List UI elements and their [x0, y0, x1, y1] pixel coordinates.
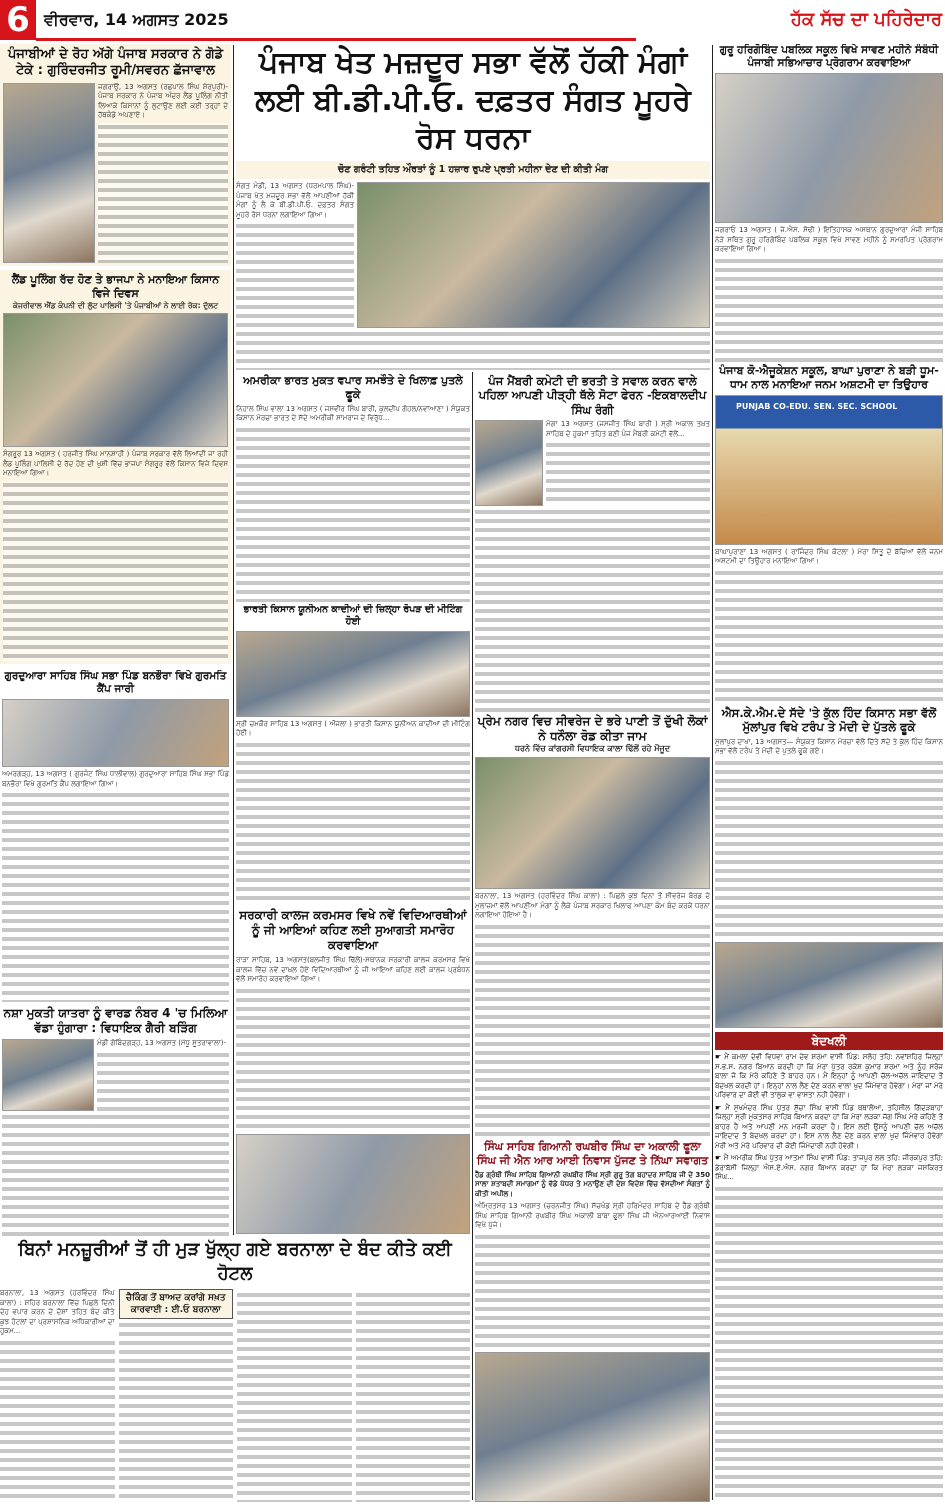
issue-date: ਵੀਰਵਾਰ, 14 ਅਗਸਤ 2025	[44, 10, 229, 29]
headline: ਗੁਰੂ ਹਰਿਗੋਬਿੰਦ ਪਬਲਿਕ ਸਕੂਲ ਵਿਖੇ ਸਾਵਣ ਮਹੀਨੇ ਸੰਬੰਧੀ ਪੰਜਾਬੀ ਸਭਿਆਚਾਰ ਪ੍ਰੋਗਰਾਮ ਕਰਵਾਇਆ	[719, 44, 939, 70]
headline: ਸਿੰਘ ਸਾਹਿਬ ਗਿਆਨੀ ਰਘਬੀਰ ਸਿੰਘ ਦਾ ਅਕਾਲੀ ਫੂਲਾ ਸਿੰਘ ਜੀ ਐਨ ਆਰ ਆਈ ਨਿਵਾਸ ਪੁੱਜਣ ਤੇ ਨਿੱਘਾ ਸਵਾਗਤ	[476, 1140, 709, 1167]
article-body	[236, 330, 710, 370]
article-body	[237, 1291, 352, 1502]
photo-and-lead	[475, 420, 710, 506]
subheadline: ਹੈੱਡ ਗ੍ਰੰਥੀ ਸਿੰਘ ਸਾਹਿਬ ਗਿਆਨੀ ਰਘਬੀਰ ਸਿੰਘ ਸ੍ਰੀ ਗੁਰੂ ਤੇਗ ਬਹਾਦਰ ਸਾਹਿਬ ਜੀ ਦੇ 350 ਸਾਲਾ ਸ਼ਤਾਬਦੀ ਸਮਾਗਮਾਂ ਨੂੰ ਵੱਡੇ ਪੱਧਰ ਤੇ ਮਨਾਉਣ ਦੀ ਦੇਸ਼ ਵਿਦੇਸ਼ ਵਿੱਚ ਵੱਸਦੀਆਂ ਸੰਗਤਾਂ ਨੂੰ ਕੀਤੀ ਅਪੀਲ।	[475, 1170, 710, 1198]
text-column	[119, 1289, 234, 1502]
article-lead: ਮੁੱਲਾਂਪੁਰ ਦਾਖਾ, 13 ਅਗਸਤ— ਸੰਯੁਕਤ ਕਿਸਾਨ ਮੋਰਚਾ ਵੱਲੋਂ ਦਿੱਤੇ ਸੱਦੇ ਤੇ ਕੁੱਲ ਹਿੰਦ ਕਿਸਾਨ ਸਭਾ ਵੱਲੋਂ ਟਰੰਪ ਤੇ ਮੋਦੀ ਦੇ ਪੁਤਲੇ ਫੂਕੇ ਗਏ।	[715, 737, 943, 756]
column-divider	[233, 45, 234, 1235]
article-body	[356, 1291, 471, 1502]
article-gurmat-camp	[0, 670, 231, 1002]
article-body	[475, 923, 710, 1138]
headline: ਅਮਰੀਕਾ ਭਾਰਤ ਮੁਕਤ ਵਪਾਰ ਸਮਝੌਤੇ ਦੇ ਖਿਲਾਫ਼ ਪੁਤਲੇ ਫੂਕੇ	[243, 374, 463, 401]
article-body	[2, 1113, 229, 1236]
article-singh-sahib-welcome	[475, 1140, 710, 1502]
article-sewerage-protest	[475, 714, 710, 1138]
article-janmashtami	[715, 364, 943, 702]
lead-column	[236, 182, 354, 328]
article-lead: ਬਰਨਾਲਾ, 13 ਅਗਸਤ (ਹਰਵਿੰਦਰ ਸਿੰਘ ਕਾਲਾ) : ਸ਼ਹਿਰ ਬਰਨਾਲਾ ਵਿੱਚ ਪਿਛਲੇ ਦਿਨੀ ਦੇਹ ਵਪਾਰ ਕਰਨ ਦੇ ਦੋਸ਼ਾਂ ਤਹਿਤ ਬੰਦ ਕੀਤੇ ਕੁਝ ਹੋਟਲਾਂ ਦਾ ਪ੍ਰਸ਼ਾਸਨਿਕ ਅਧਿਕਾਰੀਆਂ ਦਾ ਹੁਕਮ...	[0, 1289, 115, 1335]
photo-and-lead	[3, 83, 228, 264]
photo-welcome	[475, 1352, 710, 1502]
headline: ਪੰਜਾਬੀਆਂ ਦੇ ਰੋਹ ਅੱਗੇ ਪੰਜਾਬ ਸਰਕਾਰ ਨੇ ਗੋਡੇ ਟੇਕੇ : ਗੁਰਿੰਦਰਜੀਤ ਰੂਮੀ/ਸਵਰਨ ਛੱਜਾਵਾਲ	[7, 47, 224, 79]
subheadline: ਕੇਜਰੀਵਾਲ ਐਂਡ ਕੰਪਨੀ ਦੀ ਲੁੱਟ ਪਾਲਿਸੀ 'ਤੇ ਪੰਜਾਬੀਆਂ ਨੇ ਲਾਈ ਰੋਕ: ਦੁੱਲਟ	[12, 300, 219, 310]
article-body	[0, 1339, 115, 1503]
article-lead: ਨਿਹਾਲ ਸਿੰਘ ਵਾਲਾ 13 ਅਗਸਤ ( ਜਸਵੀਰ ਸਿੰਘ ਬਾਰੀ, ਕੁਲਦੀਪ ਗੋਹਲ/ਨਵਾਂਆਣਾ ) ਸੰਯੁਕਤ ਕਿਸਾਨ ਮੋਰਚਾ ਭਾਰਤ ਦੇ ਸੱਦੇ ਅਮਰੀਕੀ ਸਾਮਰਾਜ ਦੇ ਵਿਰੁੱਧ...	[236, 404, 470, 422]
article-punjab-govt-retreat	[0, 44, 231, 266]
article-body	[475, 1233, 710, 1350]
article-lead: ਜਗਰਾਓ 13 ਅਗਸਤ ( ਜੇ.ਐਸ. ਸੋਢੀ ) ਇਤਿਹਾਸਕ ਅਸਥਾਨ ਗੁਰਦੁਆਰਾ ਮੰਜੀ ਸਾਹਿਬ ਨੇੜੇ ਸਥਿਤ ਗੁਰੂ ਹਰਿਗੋਬਿੰਦ ਪਬਲਿਕ ਸਕੂਲ ਵਿਖੇ ਸਾਵਣ ਮਹੀਨੇ ਨੂੰ ਸਮਰਪਿਤ ਪ੍ਰੋਗਰਾਮ ਕਰਵਾਇਆ ਗਿਆ।	[715, 226, 943, 254]
article-lead: ਸ੍ਰੀ ਚਮਕੌਰ ਸਾਹਿਬ 13 ਅਗਸਤ ( ਔਜਲਾ ) ਭਾਰਤੀ ਕਿਸਾਨ ਯੂਨੀਅਨ ਕਾਦੀਆਂ ਦੀ ਮੀਟਿੰਗ ਹੋਈ।	[236, 719, 470, 738]
pointer-hand-icon: ☛	[715, 1154, 724, 1162]
article-nasha-mukti	[0, 1006, 231, 1236]
column-divider	[472, 372, 473, 1500]
article-body	[236, 987, 470, 1132]
photo-portraits	[3, 83, 95, 264]
headline: ਗੁਰਦੁਆਰਾ ਸਾਹਿਬ ਸਿੰਘ ਸਭਾ ਪਿੰਡ ਬਨਭੌਰਾ ਵਿਖੇ ਗੁਰਮਤਿ ਕੈਂਪ ਜਾਰੀ	[4, 670, 227, 696]
article-skm-effigy	[715, 706, 943, 1028]
article-body	[236, 741, 470, 904]
article-lead: ਅਮਰਗੜ੍ਹ, 13 ਅਗਸਤ ( ਗੁਰਜੰਟ ਸਿੰਘ ਧਾਲੀਵਾਲ) ਗੁਰਦੁਆਰਾ ਸਾਹਿਬ ਸਿੰਘ ਸਭਾ ਪਿੰਡ ਬਨਭੌਰਾ ਵਿਖੇ ਗੁਰਮਤਿ ਕੈਂਪ ਲਗਾਇਆ ਗਿਆ।	[2, 770, 229, 788]
lead-headline: ਪੰਜਾਬ ਖੇਤ ਮਜ਼ਦੂਰ ਸਭਾ ਵੱਲੋਂ ਹੱਕੀ ਮੰਗਾਂ ਲਈ ਬੀ.ਡੀ.ਪੀ.ਓ. ਦਫ਼ਤਰ ਸੰਗਤ ਮੂਹਰੇ ਰੋਸ ਧਰਨਾ	[255, 45, 691, 156]
masthead-rule	[36, 38, 636, 41]
article-college-welcome	[236, 908, 470, 1234]
article-hotels-reopened	[0, 1238, 470, 1502]
article-bku-meeting	[236, 604, 470, 904]
lead-column	[546, 420, 710, 506]
notice-item	[715, 1104, 943, 1152]
photo-road-block	[475, 757, 710, 889]
paper-logo: ਹੱਕ ਸੱਚ ਦਾ ਪਹਿਰੇਦਾਰ	[790, 9, 942, 30]
lead-story	[236, 44, 710, 370]
article-body	[546, 441, 710, 506]
lead-subheadline: ਚੋਣ ਗਰੰਟੀ ਤਹਿਤ ਔਰਤਾਂ ਨੂੰ 1 ਹਜ਼ਾਰ ਰੁਪਏ ਪ੍ਰਤੀ ਮਹੀਨਾ ਦੇਣ ਦੀ ਕੀਤੀ ਮੰਗ	[236, 161, 710, 179]
photo-camp	[2, 699, 229, 767]
headline: ਸਰਕਾਰੀ ਕਾਲਜ ਕਰਮਸਰ ਵਿਖੇ ਨਵੇਂ ਵਿਦਿਆਰਥੀਆਂ ਨੂੰ ਜੀ ਆਇਆਂ ਕਹਿਣ ਲਈ ਸੁਆਗਤੀ ਸਮਾਰੋਹ ਕਰਵਾਇਆ	[239, 908, 467, 952]
headline: ਲੈਂਡ ਪੂਲਿੰਗ ਰੱਦ ਹੋਣ ਤੇ ਭਾਜਪਾ ਨੇ ਮਨਾਇਆ ਕਿਸਾਨ ਵਿਜੇ ਦਿਵਸ	[11, 273, 220, 300]
headline: ਪੰਜਾਬ ਕੋ-ਐਜੂਕੇਸ਼ਨ ਸਕੂਲ, ਬਾਘਾ ਪੁਰਾਣਾ ਨੇ ਬੜੀ ਧੂਮ-ਧਾਮ ਨਾਲ ਮਨਾਇਆ ਜਨਮ ਅਸ਼ਟਮੀ ਦਾ ਤਿਉਹਾਰ	[719, 364, 939, 391]
headline: ਨਸ਼ਾ ਮੁਕਤੀ ਯਾਤਰਾ ਨੂੰ ਵਾਰਡ ਨੰਬਰ 4 'ਚ ਮਿਲਿਆ ਵੱਡਾ ਹੁੰਗਾਰਾ : ਵਿਧਾਇਕ ਗੈਰੀ ਬੜਿੰਗ	[3, 1006, 228, 1035]
article-body	[2, 791, 229, 1002]
text-column	[0, 1289, 115, 1502]
article-body	[236, 426, 470, 603]
article-body	[236, 222, 354, 328]
text-column	[237, 1289, 352, 1502]
article-lead: ਰਾੜਾ ਸਾਹਿਬ, 13 ਅਗਸਤ(ਬਲਜੀਤ ਸਿੰਘ ਢਿੱਲੋਂ)-ਸਥਾਨਕ ਸਰਕਾਰੀ ਕਾਲਜ ਕਰਮਸਰ ਵਿਖੇ ਕਾਲਜ ਵਿੱਚ ਨਵੇਂ ਦਾਖ਼ਲ ਹੋਏ ਵਿਦਿਆਰਥੀਆਂ ਨੂੰ ਜੀ ਆਇਆਂ ਕਹਿਣ ਲਈ ਕਾਲਜ ਪ੍ਰਬੰਧਨ ਵੱਲੋਂ ਸਮਾਰੋਹ ਕਰਵਾਇਆ ਗਿਆ।	[236, 956, 470, 983]
article-lead: ਜਗਰਾਉਂ, 13 ਅਗਸਤ (ਰਛਪਾਲ ਸਿੰਘ ਸ਼ੇਰਪੁਰੀ)- ਪੰਜਾਬ ਸਰਕਾਰ ਨੇ ਪੰਜਾਬ ਅੰਦਰ ਲੈਂਡ ਪੂਲਿੰਗ ਨੀਤੀ ਲਿਆਕੇ ਕਿਸਾਨਾਂ ਨੂੰ ਲੁਟਾਉਣ ਲਈ ਕਈ ਤਰ੍ਹਾਂ ਦੇ ਹੱਥਕੰਡੇ ਅਪਣਾਏ।	[98, 82, 228, 119]
photo-protest	[3, 313, 228, 447]
lead-column	[98, 83, 228, 264]
article-body	[98, 123, 228, 264]
article-bjp-kisan-vijay-diwas	[0, 270, 231, 664]
subheadline: ਧਰਨੇ ਵਿੱਚ ਕਾਂਗਰਸੀ ਵਿਧਾਇਕ ਕਾਲਾ ਢਿੱਲੋਂ ਰਹੇ ਮੌਜੂਦ	[514, 744, 671, 753]
notice-text: ਮੈਂ ਸੁਖਮੰਦਰ ਸਿੰਘ ਪੁੱਤਰ ਸੁੱਚਾ ਸਿੰਘ ਵਾਸੀ ਪਿੰਡ ਥਥਾਲੋਆ, ਤਹਿਸੀਲ ਗਿੱਦੜਬਾਹਾ ਜਿਲ੍ਹਾ ਸ੍ਰੀ ਮੁਕਤਸਰ ਸਾਹਿਬ ਬਿਆਨ ਕਰਦਾ ਹਾਂ ਕਿ ਮੇਰਾ ਲੜਕਾ ਜੱਗ ਸਿੰਘ ਮੇਰੇ ਕਹਿਣੇ ਤੋਂ ਬਾਹਰ ਹੈ ਅਤੇ ਆਪਣੀ ਮਨ ਮਰਜੀ ਕਰਦਾ ਹੈ। ਇਸ ਲਈ ਉਸਨੂੰ ਆਪਣੀ ਚੱਲ ਅਚੱਲ ਜਾਇਦਾਦ ਤੋਂ ਬੇਦਖਲ ਕਰਦਾ ਹਾਂ। ਇਸ ਨਾਲ ਲੈਣ ਦੇਣ ਕਰਨ ਵਾਲਾ ਖੁਦ ਜਿੰਮੇਵਾਰ ਹੋਵੇਗਾ ਮੇਰੀ ਅਤੇ ਮੇਰੇ ਪਰਿਵਾਰ ਦੀ ਕੋਈ ਜਿੰਮੇਦਾਰੀ ਨਹੀਂ ਹੋਵੇਗੀ।	[715, 1103, 943, 1150]
article-trade-deal-protest	[236, 374, 470, 602]
notice-item	[715, 1154, 943, 1183]
notice-text: ਮੈਂ ਕਮਲਾ ਦੇਵੀ ਵਿਧਵਾ ਰਾਮ ਦੇਵ ਸ਼ਰਮਾ ਵਾਸੀ ਪਿੰਡ: ਸਲੋਹ ਤਹਿ: ਨਵਾਂਸ਼ਹਿਰ ਜਿਲ੍ਹਾ ਸ.ਭ.ਸ. ਨਗਰ ਬਿਆਨ ਕਰਦੀ ਹਾਂ ਕਿ ਮੇਰਾ ਪੁੱਤਰ ਰਕੇਸ਼ ਕੁਮਾਰ ਸ਼ਰਮਾ ਅਤੇ ਨੂੰਹ ਸਰੋਜ ਬਾਲਾ ਜੋ ਕਿ ਮੇਰੇ ਕਹਿਣੇ ਤੋਂ ਬਾਹਰ ਹਨ। ਮੈਂ ਇਨ੍ਹਾਂ ਨੂੰ ਆਪਣੀ ਚੱਲ-ਅਚੱਲ ਜਾਇਦਾਦ ਤੋਂ ਬੇਦਖਲ ਕਰਦੀ ਹਾਂ। ਇਨ੍ਹਾਂ ਨਾਲ ਲੈਣ ਦੇਣ ਕਰਨ ਵਾਲਾ ਖੁਦ ਜਿੰਮੇਵਾਰ ਹੋਵੇਗਾ। ਮੇਰਾ ਜਾਂ ਮੇਰੇ ਪਰਿਵਾਰ ਦਾ ਕੋਈ ਵੀ ਤਾਲੁਕ ਵਾ ਵਾਸਤਾ ਨਹੀ ਹੋਵੇਗਾ।	[715, 1053, 943, 1099]
page-number: 6	[0, 0, 36, 40]
notices-title: ਬੇਦਖਲੀ	[715, 1032, 943, 1050]
headline: ਬਿਨਾਂ ਮਨਜ਼ੂਰੀਆਂ ਤੋਂ ਹੀ ਮੁੜ ਖੁੱਲ੍ਹ ਗਏ ਬਰਨਾਲਾ ਦੇ ਬੰਦ ਕੀਤੇ ਕਈ ਹੋਟਲ	[18, 1239, 452, 1284]
notices-section	[715, 1032, 943, 1502]
notice-item	[715, 1053, 943, 1101]
lead-text-and-photo	[236, 182, 710, 328]
article-five-member-committee	[475, 374, 710, 712]
article-lead: ਬਰਨਾਲਾ, 13 ਅਗਸਤ (ਹਰਵਿੰਦਰ ਸਿੰਘ ਕਾਲਾ) : ਪਿਛਲੇ ਕੁਝ ਦਿਨਾ ਤੋਂ ਸੀਵਰੇਜ ਬੋਰਡ ਦੇ ਮੁਲਾਜ਼ਮਾਂ ਵੱਲੋਂ ਆਪਣੀਆ ਮੰਗਾਂ ਨੂੰ ਲੈਕੇ ਪੰਜਾਬ ਸਰਕਾਰ ਖਿਲਾਫ ਆਪਣਾ ਕੰਮ ਬੰਦ ਕਰਕੇ ਧਰਨਾ ਲਗਾਇਆ ਹੋਇਆ ਹੈ।	[475, 892, 710, 920]
school-sign: PUNJAB CO-EDU. SEN. SEC. SCHOOL	[736, 401, 898, 411]
article-sawan-program	[715, 44, 943, 362]
article-body	[475, 508, 710, 712]
article-body	[3, 481, 228, 661]
pointer-hand-icon: ☛	[715, 1053, 725, 1061]
column-divider	[712, 45, 713, 1500]
pull-quote: ਚੈਕਿੰਗ ਤੋਂ ਬਾਅਦ ਕਰਾਂਗੇ ਸਖ਼ਤ ਕਾਰਵਾਈ : ਈ.ਓ ਬਰਨਾਲਾ	[119, 1289, 234, 1319]
article-lead: ਬਾਘਾਪੁਰਾਣਾ 13 ਅਗਸਤ ( ਰਾਜਿੰਦਰ ਸਿੰਘ ਕੋਟਲਾ ) ਮੇਰਾ ਸਿਤੂ ਦੇ ਬੱਚਿਆਂ ਵੱਲੋਂ ਜਨਮ ਅਸ਼ਟਮੀ ਦਾ ਤਿਉਹਾਰ ਮਨਾਇਆ ਗਿਆ।	[715, 547, 943, 565]
headline: ਪੰਜ ਮੈਂਬਰੀ ਕਮੇਟੀ ਦੀ ਭਰਤੀ ਤੇ ਸਵਾਲ ਕਰਨ ਵਾਲੇ ਪਹਿਲਾ ਆਪਣੀ ਪੀੜ੍ਹੀ ਥੱਲੇ ਸੋਟਾ ਫੇਰਨ -ਇਕਬਾਲਦੀਪ ਸਿੰਘ ਰੰਗੀ	[478, 374, 707, 417]
photo-college	[236, 1134, 470, 1234]
text-column	[356, 1289, 471, 1502]
photo-and-lead	[2, 1039, 229, 1111]
more-notices	[715, 1185, 943, 1503]
article-body	[715, 759, 943, 939]
photo-program	[715, 73, 943, 223]
article-lead: ਮੋਗਾ 13 ਅਗਸਤ (ਜਸਜੀਤ ਸਿੰਘ ਬਾਰੀ ) ਸ੍ਰੀ ਅਕਾਲ ਤਖ਼ਤ ਸਾਹਿਬ ਦੇ ਹੁਕਮਾਂ ਤਹਿਤ ਬਣੀ ਪੰਜ ਮੈਂਬਰੀ ਕਮੇਟੀ ਵੱਲੋਂ...	[546, 420, 710, 438]
article-body	[715, 569, 943, 703]
photo-portrait	[475, 420, 543, 506]
article-lead: ਸੰਗਰੂਰ 13 ਅਗਸਤ ( ਹਰਜੀਤ ਸਿੰਘ ਮਾਨਸ਼ਾਹੀ ) ਪੰਜਾਬ ਸਰਕਾਰ ਵੱਲੋਂ ਲਿਆਂਦੀ ਜਾ ਰਹੀ ਲੈਂਡ ਪੂਲਿੰਗ ਪਾਲਿਸੀ ਦੇ ਰੱਦ ਹੋਣ ਦੀ ਖੁਸ਼ੀ ਵਿੱਚ ਭਾਜਪਾ ਸੰਗਰੂਰ ਵੱਲੋਂ ਕਿਸਾਨ ਵਿਜੇ ਦਿਵਸ ਮਨਾਇਆ ਗਿਆ।	[3, 450, 228, 478]
article-body	[119, 1321, 234, 1502]
article-lead: ਸੰਗਤ ਮੰਡੀ, 13 ਅਗਸਤ (ਧਰਮਪਾਲ ਸਿੰਘ)- ਪੰਜਾਬ ਖੇਤ ਮਜ਼ਦੂਰ ਸਭਾ ਵੱਲੋਂ ਆਪਣੀਆਂ ਹੱਕੀ ਮੰਗਾਂ ਨੂੰ ਲੈ ਕੇ ਬੀ.ਡੀ.ਪੀ.ਓ. ਦਫ਼ਤਰ ਸੰਗਤ ਮੂਹਰੇ ਰੋਸ ਧਰਨਾ ਲਗਾਇਆ ਗਿਆ।	[236, 182, 354, 219]
photo-school-event	[715, 395, 943, 545]
article-lead: ਮੰਡੀ ਗੋਬਿੰਦਗੜ੍ਹ, 13 ਅਗਸਤ (ਮੱਧੂ ਸੂਤਰਾਵਾਲਾ)-	[97, 1039, 227, 1047]
lead-column	[97, 1039, 229, 1111]
article-body	[97, 1051, 229, 1112]
article-lead: ਅੰਮ੍ਰਿਤਸਰ 13 ਅਗਸਤ (ਚਰਨਜੀਤ ਸਿੰਘ) ਸੱਚਖੰਡ ਸ੍ਰੀ ਹਰਿਮੰਦਰ ਸਾਹਿਬ ਦੇ ਹੈੱਡ ਗ੍ਰੰਥੀ ਸਿੰਘ ਸਾਹਿਬ ਗਿਆਨੀ ਰਘਬੀਰ ਸਿੰਘ ਅਕਾਲੀ ਬਾਬਾ ਫੂਲਾ ਸਿੰਘ ਜੀ ਐਨਆਰਆਈ ਨਿਵਾਸ ਵਿਖੇ ਪੁੱਜੇ।	[475, 1202, 710, 1229]
photo-portraits	[2, 1039, 94, 1111]
article-body	[715, 257, 943, 362]
photo-meeting	[236, 631, 470, 717]
photo-effigy	[715, 942, 943, 1028]
headline: ਪ੍ਰੇਮ ਨਗਰ ਵਿਚ ਸੀਵਰੇਜ ਦੇ ਭਰੇ ਪਾਣੀ ਤੋਂ ਦੁੱਖੀ ਲੋਕਾਂ ਨੇ ਧਨੌਲਾ ਰੋਡ ਕੀਤਾ ਜਾਮ	[477, 714, 708, 743]
headline: ਐਸ.ਕੇ.ਐਮ.ਦੇ ਸੱਦੇ 'ਤੇ ਕੁੱਲ ਹਿੰਦ ਕਿਸਾਨ ਸਭਾ ਵੱਲੋਂ ਮੁੱਲਾਂਪੁਰ ਵਿਖੇ ਟਰੰਪ ਤੇ ਮੋਦੀ ਦੇ ਪੁੱਤਲੇ ਫੂਕੇ	[721, 706, 937, 735]
article-columns	[0, 1289, 470, 1502]
headline: ਭਾਰਤੀ ਕਿਸਾਨ ਯੂਨੀਅਨ ਕਾਦੀਆਂ ਦੀ ਜ਼ਿਲ੍ਹਾ ਰੋਪੜ ਦੀ ਮੀਟਿੰਗ ਹੋਈ	[243, 604, 463, 627]
photo-dharna	[357, 182, 710, 328]
notice-text: ਮੈਂ ਅਮਰੀਕ ਸਿੰਘ ਪੁੱਤਰ ਆਤਮਾ ਸਿੰਘ ਵਾਸੀ ਪਿੰਡ: ਤਾਜਪੁਰ ਲਲ ਤਹਿ: ਜੀਰਕਪੁਰ ਤਹਿ: ਡੇਰਾਬੱਸੀ ਜਿਲ੍ਹਾ ਐਸ.ਏ.ਐਸ. ਨਗਰ ਬਿਆਨ ਕਰਦਾ ਹਾਂ ਕਿ ਮੇਰਾ ਲੜਕਾ ਜਸਕਿਰਤ ਸਿੰਘ...	[715, 1154, 943, 1181]
pointer-hand-icon: ☛	[715, 1103, 726, 1112]
